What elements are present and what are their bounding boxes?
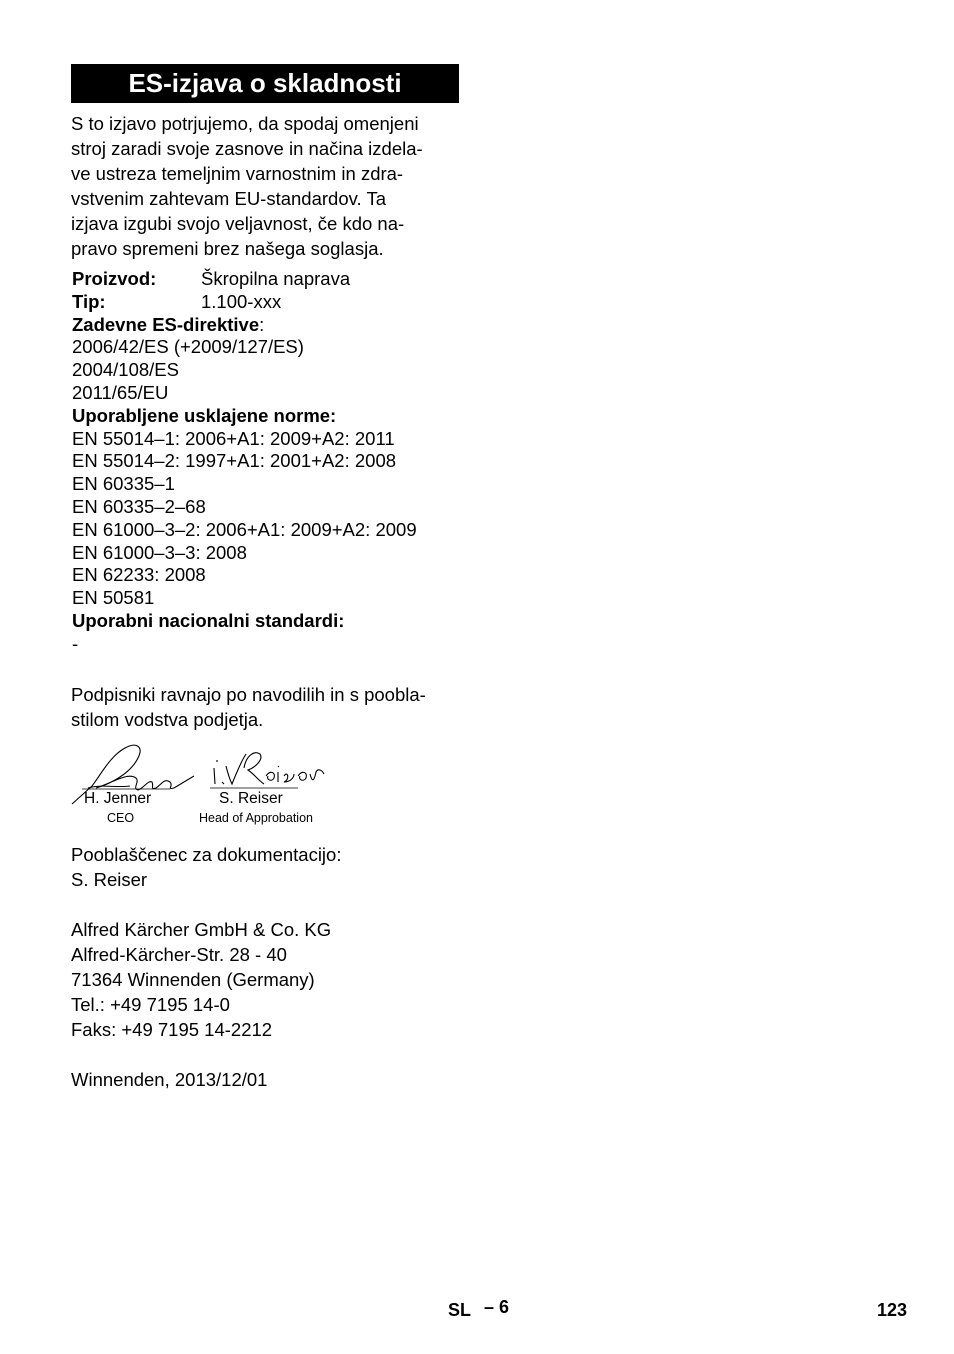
place-date: Winnenden, 2013/12/01 [71, 1069, 268, 1090]
intro-line: ve ustreza temeljnim varnostnim in zdra- [71, 163, 404, 184]
type-label: Tip: [72, 290, 106, 312]
address-line: Alfred-Kärcher-Str. 28 - 40 [71, 944, 287, 965]
norm-item: EN 50581 [72, 587, 155, 609]
signatory-1-role: CEO [107, 811, 135, 825]
directive-item: 2006/42/ES (+2009/127/ES) [72, 336, 304, 358]
signatory-2-name: S. Reiser [219, 790, 283, 807]
documentation-name: S. Reiser [71, 869, 148, 890]
norm-item: EN 62233: 2008 [72, 564, 206, 586]
address-line: Faks: +49 7195 14-2212 [71, 1019, 273, 1040]
directives-colon: : [259, 313, 265, 335]
norm-item: EN 60335–2–68 [72, 495, 206, 517]
note-line: stilom vodstva podjetja. [71, 709, 264, 730]
product-value: Škropilna naprava [201, 268, 351, 289]
directive-item: 2004/108/ES [72, 359, 179, 381]
type-value: 1.100-xxx [201, 290, 282, 312]
address-line: Tel.: +49 7195 14-0 [71, 994, 230, 1015]
company-address [71, 917, 331, 1042]
documentation-label: Pooblaščenec za dokumentacijo: [71, 844, 342, 865]
signatory-1-name: H. Jenner [84, 790, 152, 807]
type-row [72, 291, 417, 314]
national-value: - [72, 632, 79, 654]
national-heading: Uporabni nacionalni standardi: [72, 609, 345, 631]
documentation-block [71, 842, 341, 892]
spec-block [72, 268, 417, 656]
page-title: ES-izjava o skladnosti [71, 64, 459, 103]
intro-line: izjava izgubi svojo veljavnost, če kdo na- [71, 213, 405, 234]
norm-item: EN 55014–2: 1997+A1: 2001+A2: 2008 [72, 450, 397, 472]
address-line: 71364 Winnenden (Germany) [71, 969, 315, 990]
norms-heading: Uporabljene usklajene norme: [72, 404, 337, 426]
footer-page-number: 123 [877, 1300, 908, 1320]
directive-item: 2011/65/EU [72, 381, 169, 403]
signatories-note [71, 682, 426, 732]
signature-block [70, 738, 340, 830]
norm-item: EN 55014–1: 2006+A1: 2009+A2: 2011 [72, 427, 395, 449]
footer-language: SL [448, 1300, 472, 1320]
address-line: Alfred Kärcher GmbH & Co. KG [71, 919, 332, 940]
norm-item: EN 60335–1 [72, 473, 175, 495]
product-row [72, 268, 417, 291]
signatory-2-role: Head of Approbation [199, 811, 313, 825]
product-label: Proizvod: [72, 268, 157, 289]
intro-line: stroj zaradi svoje zasnove in načina izdela- [71, 138, 423, 159]
intro-paragraph [71, 111, 466, 261]
intro-line: pravo spremeni brez našega soglasja. [71, 238, 384, 259]
intro-line: S to izjavo potrjujemo, da spodaj omenjeni [71, 113, 419, 134]
directives-label: Zadevne ES-direktive [72, 313, 260, 335]
footer-section: – 6 [484, 1297, 510, 1317]
directives-heading [72, 314, 417, 337]
norm-item: EN 61000–3–2: 2006+A1: 2009+A2: 2009 [72, 518, 417, 540]
intro-line: vstvenim zahtevam EU-standardov. Ta [71, 188, 386, 209]
note-line: Podpisniki ravnajo po navodilih in s poobla- [71, 684, 426, 705]
norm-item: EN 61000–3–3: 2008 [72, 541, 247, 563]
